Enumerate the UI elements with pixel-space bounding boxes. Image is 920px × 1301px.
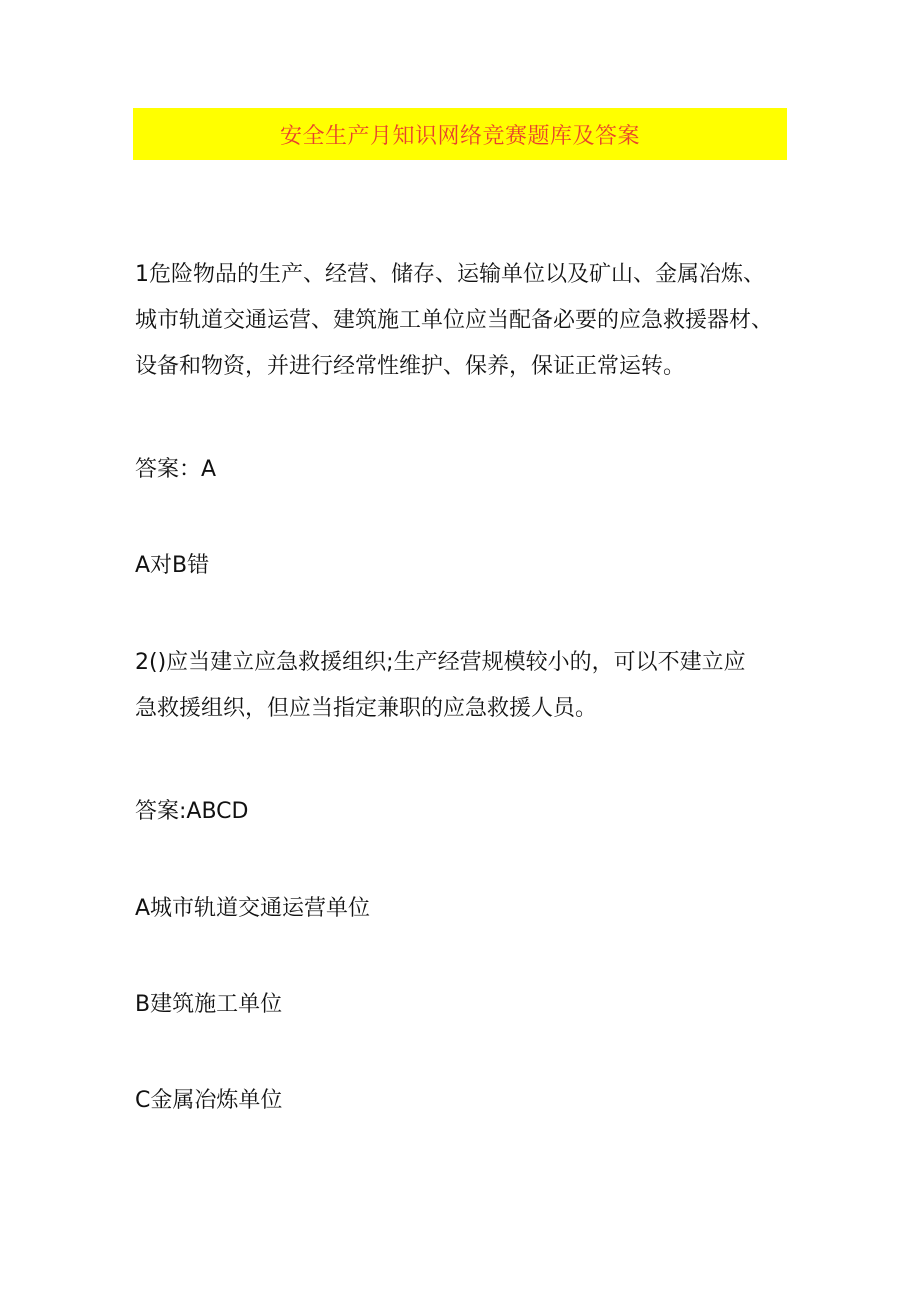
question-2-option-a: A城市轨道交通运营单位 xyxy=(135,896,371,921)
question-1-answer: 答案：A xyxy=(135,457,217,482)
question-2 xyxy=(135,640,795,732)
question-2-option-c: C金属冶炼单位 xyxy=(135,1088,283,1113)
question-2-option-b: B建筑施工单位 xyxy=(135,992,283,1017)
question-1-line-2: 城市轨道交通运营、建筑施工单位应当配备必要的应急救援器材、 xyxy=(135,308,774,333)
question-1-options: A对B错 xyxy=(135,553,210,578)
question-2-answer: 答案:ABCD xyxy=(135,799,249,824)
document-title: 安全生产月知识网络竞赛题库及答案 xyxy=(279,123,640,149)
title-banner xyxy=(133,108,787,160)
question-2-line-2: 急救援组织，但应当指定兼职的应急救援人员。 xyxy=(135,696,598,721)
question-1-line-1: 1危险物品的生产、经营、储存、运输单位以及矿山、金属冶炼、 xyxy=(135,262,765,287)
question-2-line-1: 2()应当建立应急救援组织;生产经营规模较小的，可以不建立应 xyxy=(135,650,746,675)
question-1-line-3: 设备和物资，并进行经常性维护、保养，保证正常运转。 xyxy=(135,354,686,379)
question-1 xyxy=(135,252,795,390)
